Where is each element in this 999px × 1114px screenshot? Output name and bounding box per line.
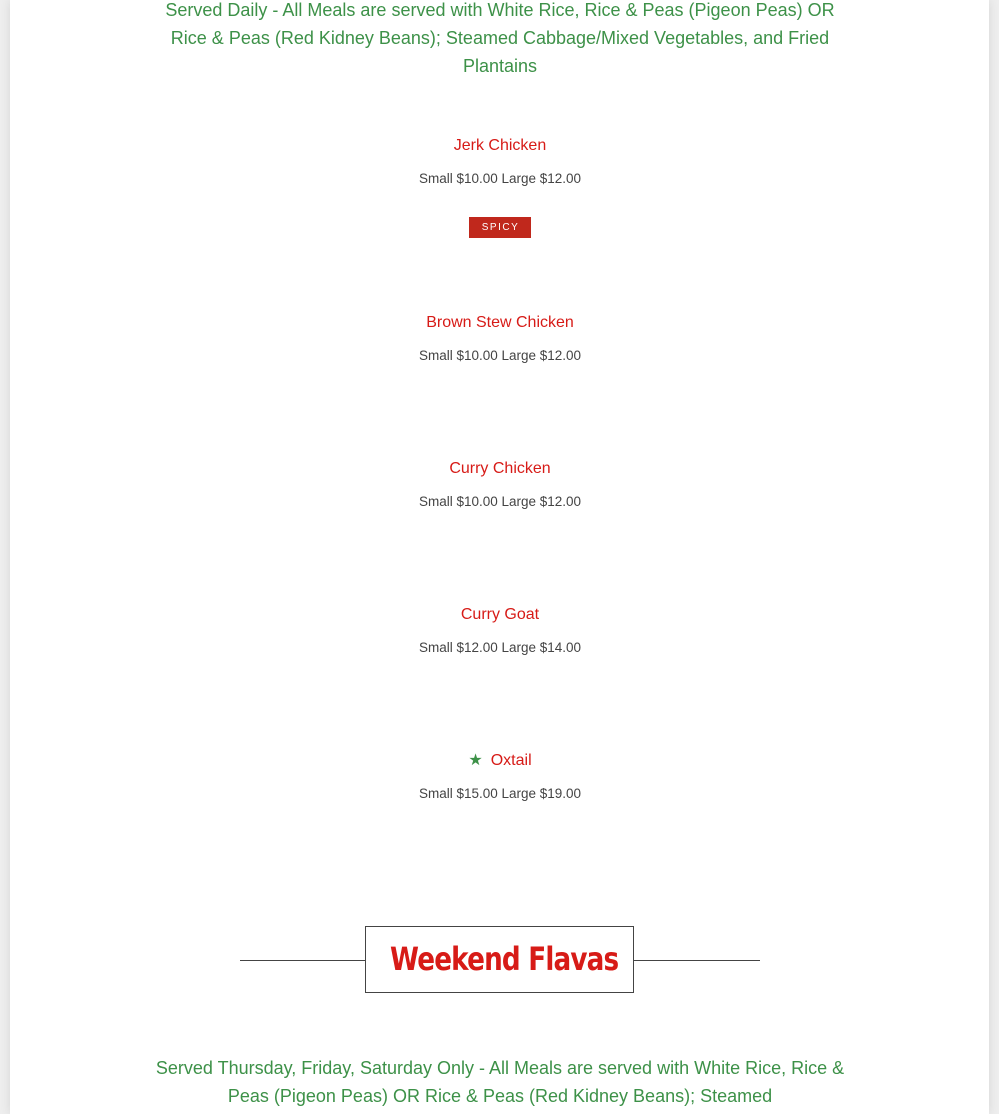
item-price: Small $10.00 Large $12.00 — [418, 171, 582, 186]
item-name: Curry Chicken — [449, 460, 551, 477]
daily-intro-text: Served Daily - All Meals are served with White Rice, Rice & Peas (Pigeon Peas) OR Rice & Peas (Red Kidney Beans); Steamed Cabbage/Mixed Vegetables, and Fried Plantains — [165, 0, 835, 76]
menu-item-curry-chicken — [200, 459, 800, 511]
item-price: Small $15.00 Large $19.00 — [418, 786, 582, 801]
item-price: Small $12.00 Large $14.00 — [418, 640, 582, 655]
weekend-intro-text: Served Thursday, Friday, Saturday Only - All Meals are served with White Rice, Rice & Peas (Pigeon Peas) OR Rice & Peas (Red Kidney Beans); Steamed — [155, 1058, 845, 1106]
menu-item-brown-stew-chicken — [200, 313, 800, 365]
item-name: Brown Stew Chicken — [426, 314, 574, 331]
star-icon: ★ — [468, 752, 483, 769]
item-name: Jerk Chicken — [453, 137, 547, 154]
section-divider-right — [634, 960, 760, 961]
spicy-badge: SPICY — [469, 217, 531, 238]
item-name: Oxtail — [490, 752, 532, 769]
item-price: Small $10.00 Large $12.00 — [418, 348, 582, 363]
item-name-row — [200, 751, 800, 771]
section-title-box — [365, 926, 634, 993]
item-name: Curry Goat — [460, 606, 540, 623]
item-price: Small $10.00 Large $12.00 — [418, 494, 582, 509]
section-divider-left — [240, 960, 365, 961]
menu-page — [10, 0, 989, 1114]
menu-item-jerk-chicken — [200, 136, 800, 238]
section-title: Weekend Flavas — [390, 940, 619, 978]
menu-item-oxtail — [200, 751, 800, 803]
menu-item-curry-goat — [200, 605, 800, 657]
